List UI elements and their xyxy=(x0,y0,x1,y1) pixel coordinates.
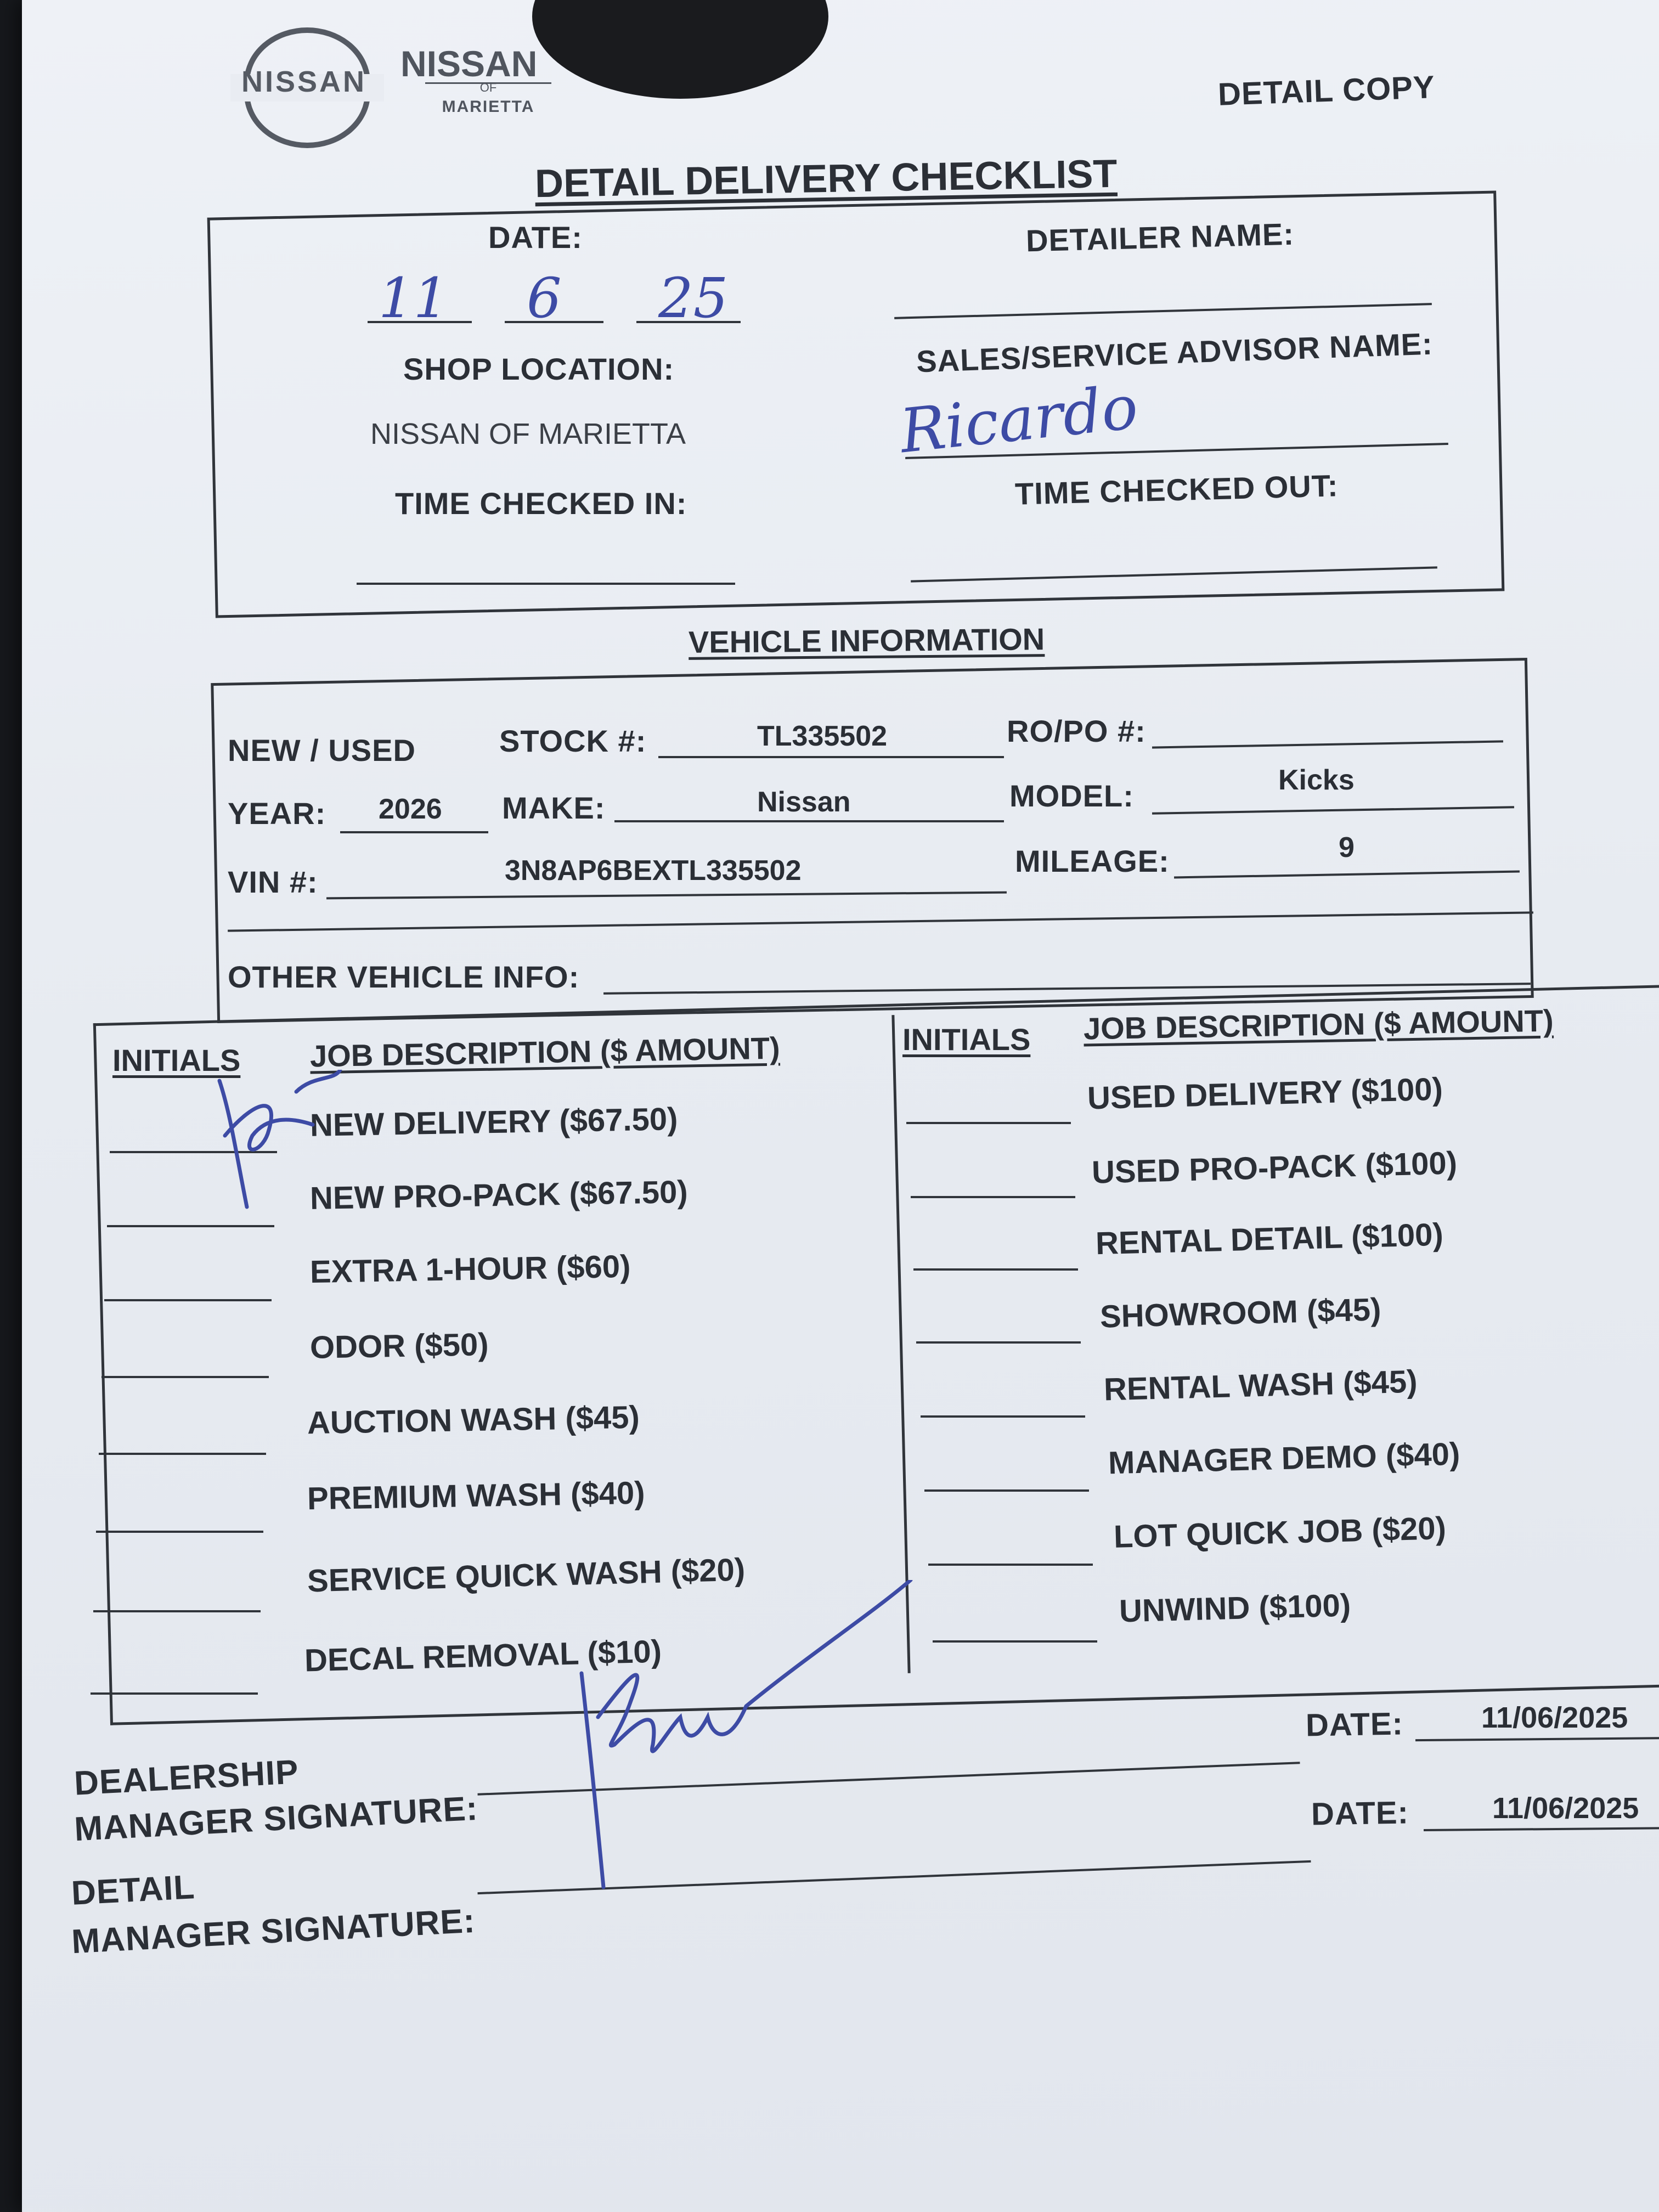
job-new-delivery: NEW DELIVERY ($67.50) xyxy=(309,1101,678,1143)
dealer-name-city: MARIETTA xyxy=(442,98,535,116)
initials-line[interactable] xyxy=(928,1564,1093,1566)
advisor-name-label: SALES/SERVICE ADVISOR NAME: xyxy=(916,326,1434,379)
detail-copy-label: DETAIL COPY xyxy=(1217,69,1436,112)
year-line xyxy=(340,831,488,833)
year-value: 2026 xyxy=(379,793,442,825)
initials-line[interactable] xyxy=(104,1299,272,1301)
job-premium-wash: PREMIUM WASH ($40) xyxy=(307,1475,646,1517)
ropo-label: RO/PO #: xyxy=(1007,714,1146,748)
date-value-2: 11/06/2025 xyxy=(1492,1792,1639,1825)
dealer-name-of: OF xyxy=(425,82,551,92)
date-line-2 xyxy=(1424,1827,1659,1831)
initials-line[interactable] xyxy=(933,1640,1097,1643)
date-year: 25 xyxy=(658,266,729,330)
initials-line[interactable] xyxy=(93,1610,261,1612)
detail-signature-label-2: MANAGER SIGNATURE: xyxy=(70,1901,477,1961)
initials-line[interactable] xyxy=(911,1196,1075,1198)
initials-line[interactable] xyxy=(99,1453,266,1455)
manager-signature-mark xyxy=(565,1580,927,1898)
date-value-1: 11/06/2025 xyxy=(1481,1701,1628,1734)
initials-line[interactable] xyxy=(101,1376,269,1378)
initials-line[interactable] xyxy=(906,1122,1071,1124)
time-in-line xyxy=(357,583,735,585)
vin-value: 3N8AP6BEXTL335502 xyxy=(505,855,802,887)
job-unwind: UNWIND ($100) xyxy=(1119,1587,1351,1629)
stock-label: STOCK #: xyxy=(499,724,647,758)
dealership-signature-label-1: DEALERSHIP xyxy=(73,1753,300,1803)
make-label: MAKE: xyxy=(502,791,606,825)
job-used-pro-pack: USED PRO-PACK ($100) xyxy=(1091,1145,1458,1190)
checklist-title: DETAIL DELIVERY CHECKLIST xyxy=(534,151,1118,206)
initials-line[interactable] xyxy=(921,1415,1085,1418)
initials-line[interactable] xyxy=(91,1692,258,1695)
checklist-paper xyxy=(22,0,1659,2212)
make-value: Nissan xyxy=(757,786,851,818)
date-day: 6 xyxy=(527,266,562,330)
stock-line xyxy=(658,756,1004,758)
job-used-delivery: USED DELIVERY ($100) xyxy=(1087,1071,1443,1116)
vehicle-info-title: VEHICLE INFORMATION xyxy=(688,622,1045,659)
job-new-pro-pack: NEW PRO-PACK ($67.50) xyxy=(309,1173,689,1217)
job-description-header-left: JOB DESCRIPTION ($ AMOUNT) xyxy=(309,1030,781,1074)
punch-hole xyxy=(532,0,828,99)
date-label-2: DATE: xyxy=(1311,1795,1409,1832)
initials-line[interactable] xyxy=(924,1489,1089,1492)
job-lot-quick-job: LOT QUICK JOB ($20) xyxy=(1113,1510,1447,1555)
mileage-label: MILEAGE: xyxy=(1015,844,1170,878)
time-in-label: TIME CHECKED IN: xyxy=(395,486,687,521)
year-label: YEAR: xyxy=(228,796,326,831)
job-manager-demo: MANAGER DEMO ($40) xyxy=(1108,1436,1461,1481)
new-used-label: NEW / USED xyxy=(228,733,416,768)
initials-line[interactable] xyxy=(96,1531,263,1533)
detail-signature-label-1: DETAIL xyxy=(70,1868,196,1912)
initials-header-left: INITIALS xyxy=(112,1043,241,1077)
model-value: Kicks xyxy=(1278,764,1355,796)
detailer-name-label: DETAILER NAME: xyxy=(1025,216,1295,258)
handwritten-initials-mark xyxy=(187,1070,362,1234)
job-decal-removal: DECAL REMOVAL ($10) xyxy=(304,1633,662,1679)
initials-line[interactable] xyxy=(913,1268,1078,1271)
date-label-1: DATE: xyxy=(1305,1706,1404,1743)
delivery-info-box xyxy=(207,190,1505,618)
stock-value: TL335502 xyxy=(757,720,888,752)
time-out-label: TIME CHECKED OUT: xyxy=(1014,468,1339,511)
job-extra-1-hour: EXTRA 1-HOUR ($60) xyxy=(309,1248,631,1290)
model-label: MODEL: xyxy=(1009,778,1134,813)
job-auction-wash: AUCTION WASH ($45) xyxy=(307,1399,640,1441)
vin-label: VIN #: xyxy=(228,865,318,899)
dealership-signature-label-2: MANAGER SIGNATURE: xyxy=(73,1789,479,1849)
dealer-name-top: NISSAN xyxy=(400,43,538,84)
job-showroom: SHOWROOM ($45) xyxy=(1099,1291,1382,1335)
advisor-name-value: Ricardo xyxy=(896,371,1141,467)
job-service-quick-wash: SERVICE QUICK WASH ($20) xyxy=(307,1551,746,1599)
initials-header-right: INITIALS xyxy=(902,1022,1031,1057)
job-rental-wash: RENTAL WASH ($45) xyxy=(1103,1363,1418,1408)
job-odor: ODOR ($50) xyxy=(309,1327,489,1365)
shop-location-value: NISSAN OF MARIETTA xyxy=(370,417,686,450)
nissan-brand-text: NISSAN xyxy=(241,65,367,98)
job-rental-detail: RENTAL DETAIL ($100) xyxy=(1095,1216,1444,1262)
date-month: 11 xyxy=(379,266,449,330)
date-line-1 xyxy=(1415,1737,1659,1741)
shop-location-label: SHOP LOCATION: xyxy=(403,352,675,386)
job-description-header-right: JOB DESCRIPTION ($ AMOUNT) xyxy=(1083,1003,1554,1046)
make-line xyxy=(614,820,1004,822)
date-label: DATE: xyxy=(488,220,583,255)
initials-line[interactable] xyxy=(916,1341,1081,1344)
mileage-value: 9 xyxy=(1339,832,1355,864)
other-info-label: OTHER VEHICLE INFO: xyxy=(228,960,580,994)
